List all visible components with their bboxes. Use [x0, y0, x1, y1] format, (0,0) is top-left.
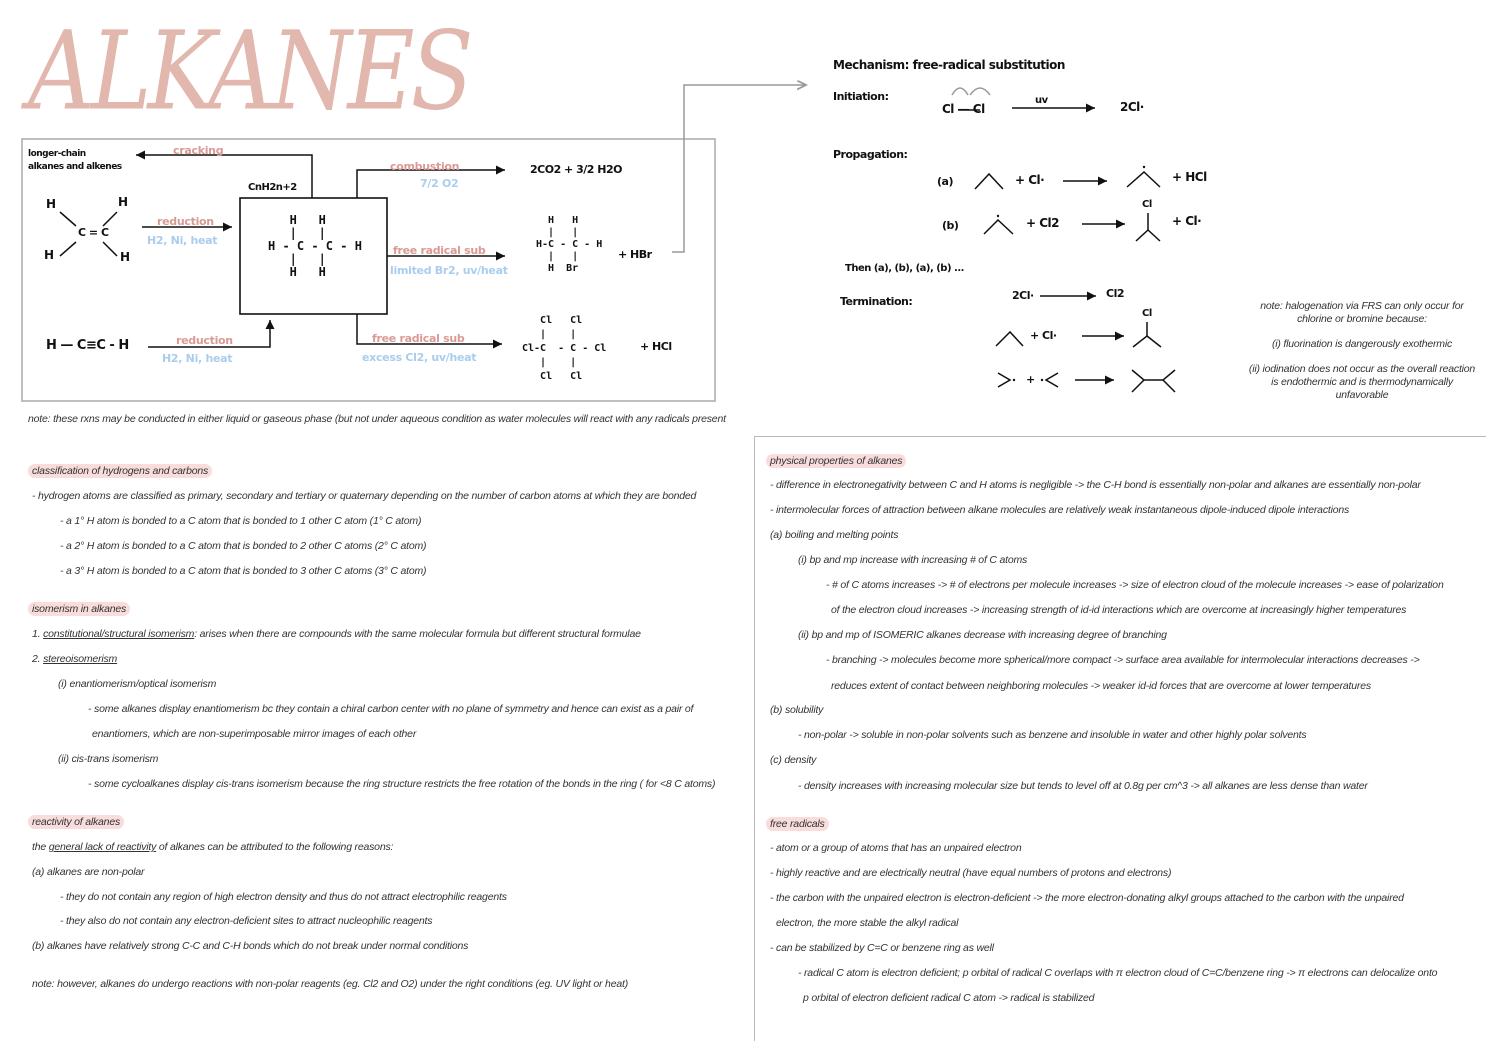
- physical-detail: reduces extent of contact between neighboring molecules -> weaker id-id forces that are overcome at lower temperatures: [831, 680, 1371, 692]
- physical-point: (i) bp and mp increase with increasing # of C atoms: [798, 554, 1028, 566]
- reactivity-note: note: however, alkanes do undergo reactions with non-polar reagents (eg. Cl2 and O2) under the right conditions (eg. UV light or heat): [32, 978, 628, 990]
- radicals-detail: p orbital of electron deficient radical C atom -> radical is stabilized: [803, 992, 1095, 1004]
- isomerism-heading: isomerism in alkanes: [28, 602, 130, 616]
- phase-note: note: these rxns may be conducted in either liquid or gaseous phase (but not under aqueous condition as water molecules will react with any radicals present: [28, 413, 726, 425]
- page-title: ALKANES: [28, 8, 470, 135]
- hbr-byproduct: + HBr: [618, 248, 652, 261]
- combustion-product: 2CO2 + 3/2 H2O: [530, 163, 622, 176]
- ethyne: H — C≡C - H: [46, 338, 129, 353]
- physical-detail: - non-polar -> soluble in non-polar solvents such as benzene and insoluble in water and other highly polar solvents: [798, 729, 1307, 741]
- reduction-label: reduction: [157, 215, 214, 228]
- bromoethane-structure: H H | | H-C - C - H | | H Br: [536, 215, 603, 274]
- initiation-reactant: Cl — Cl: [942, 102, 985, 116]
- radicals-line: electron, the more stable the alkyl radical: [776, 917, 959, 929]
- hexachloroethane-structure: Cl Cl | | Cl-C - C - Cl | | Cl Cl: [522, 315, 607, 382]
- longer-chain-label: longer-chain alkanes and alkenes: [28, 149, 122, 172]
- reduction-conditions: H2, Ni, heat: [147, 234, 218, 247]
- classification-heading: classification of hydrogens and carbons: [28, 464, 212, 478]
- isomerism-item-2: 2. stereoisomerism: [32, 653, 118, 665]
- prop-b-tag: (b): [942, 219, 959, 232]
- combustion-label: combustion: [390, 160, 460, 173]
- physical-line: - difference in electronegativity between C and H atoms is negligible -> the C-H bond is essentially non-polar and alkanes are essentially non-polar: [770, 479, 1421, 491]
- reactivity-intro: the general lack of reactivity of alkanes can be attributed to the following reasons:: [32, 841, 394, 853]
- classification-line: - a 3° H atom is bonded to a C atom that is bonded to 3 other C atoms (3° C atom): [60, 565, 427, 577]
- radicals-line: - atom or a group of atoms that has an unpaired electron: [770, 842, 1022, 854]
- prop-b-reagent: + Cl2: [1026, 216, 1060, 230]
- reactivity-detail: - they also do not contain any electron-deficient sites to attract nucleophilic reagents: [60, 915, 433, 927]
- frs-label: free radical sub: [393, 244, 486, 257]
- frs-conditions: excess Cl2, uv/heat: [362, 351, 477, 364]
- halogenation-note: note: halogenation via FRS can only occur for chlorine or bromine because: (i) fluorination is dangerously exothermic (ii) iodination does not occur as the overall reaction is endothermic and is thermodynamically unfavorable: [1248, 300, 1476, 401]
- initiation-label: Initiation:: [833, 90, 889, 103]
- hcl-byproduct: + HCl: [640, 340, 672, 353]
- ethene-h: H: [44, 248, 54, 262]
- isomerism-detail: - some cycloalkanes display cis-trans isomerism because the ring structure restricts the free rotation of the bonds in the ring ( for <8 C atoms): [88, 778, 716, 790]
- isomerism-sub: (ii) cis-trans isomerism: [58, 753, 159, 765]
- radicals-heading: free radicals: [766, 817, 829, 831]
- physical-line: - intermolecular forces of attraction between alkane molecules are relatively weak instantaneous dipole-induced dipole interactions: [770, 504, 1350, 516]
- physical-detail: - # of C atoms increases -> # of electrons per molecule increases -> size of electron cloud of the molecule increases -> ease of polarization: [826, 579, 1444, 591]
- radicals-line: - the carbon with the unpaired electron is electron-deficient -> the more electron-donating alkyl groups attached to the carbon with the unpaired: [770, 892, 1404, 904]
- reduction-label: reduction: [176, 334, 233, 347]
- classification-line: - hydrogen atoms are classified as primary, secondary and tertiary or quaternary depending on the number of carbon atoms at which they are bonded: [32, 490, 697, 502]
- prop-b-substituent: Cl: [1142, 199, 1152, 210]
- prop-a-byproduct: + HCl: [1172, 170, 1207, 184]
- physical-point: (ii) bp and mp of ISOMERIC alkanes decrease with increasing degree of branching: [798, 629, 1167, 641]
- ethene-h: H: [46, 197, 56, 211]
- radicals-line: - can be stabilized by C=C or benzene ring as well: [770, 942, 994, 954]
- termination-label: Termination:: [840, 295, 913, 308]
- frs-label: free radical sub: [372, 332, 465, 345]
- isomerism-sub: (i) enantiomerism/optical isomerism: [58, 678, 217, 690]
- classification-line: - a 2° H atom is bonded to a C atom that is bonded to 2 other C atoms (2° C atom): [60, 540, 427, 552]
- cracking-label: cracking: [173, 144, 224, 157]
- isomerism-detail: enantiomers, which are non-superimposable mirror images of each other: [92, 728, 417, 740]
- radicals-line: - highly reactive and are electrically neutral (have equal numbers of protons and electrons): [770, 867, 1172, 879]
- physical-heading: physical properties of alkanes: [766, 454, 906, 468]
- physical-detail: - density increases with increasing molecular size but tends to level off at 0.8g per cm^3 -> all alkanes are less dense than water: [798, 780, 1368, 792]
- reactivity-reason: (a) alkanes are non-polar: [32, 866, 145, 878]
- prop-a-reagent: + Cl·: [1015, 173, 1045, 187]
- term-2-reagent: + Cl·: [1030, 329, 1057, 342]
- ethane-structure: H H | | H - C - C - H | | H H: [268, 213, 362, 279]
- physical-subheading: (a) boiling and melting points: [770, 529, 899, 541]
- isomerism-item-1: 1. constitutional/structural isomerism: arises when there are compounds with the same molecular formula but different structural formulae: [32, 628, 641, 640]
- uv-condition: uv: [1035, 95, 1048, 106]
- ethene-h: H: [120, 250, 130, 264]
- physical-detail: - branching -> molecules become more spherical/more compact -> surface area available for intermolecular interactions decreases ->: [826, 654, 1420, 666]
- term-1-reactant: 2Cl·: [1012, 289, 1034, 302]
- ethene-h: H: [118, 195, 128, 209]
- physical-detail: of the electron cloud increases -> increasing strength of id-id interactions which are overcome at increasingly higher temperatures: [831, 604, 1407, 616]
- isomerism-detail: - some alkanes display enantiomerism bc they contain a chiral carbon center with no plane of symmetry and hence can exist as a pair of: [88, 703, 694, 715]
- mechanism-heading: Mechanism: free-radical substitution: [833, 58, 1065, 72]
- propagation-label: Propagation:: [833, 148, 908, 161]
- then-sequence: Then (a), (b), (a), (b) ...: [845, 263, 964, 274]
- general-formula: CnH2n+2: [248, 182, 297, 193]
- reactivity-reason: (b) alkanes have relatively strong C-C and C-H bonds which do not break under normal conditions: [32, 940, 469, 952]
- prop-a-tag: (a): [937, 175, 953, 188]
- term-1-product: Cl2: [1106, 287, 1124, 300]
- initiation-product: 2Cl·: [1120, 100, 1144, 114]
- frs-conditions: limited Br2, uv/heat: [390, 264, 508, 277]
- radicals-detail: - radical C atom is electron deficient; p orbital of radical C overlaps with π electron cloud of C=C/benzene ring -> π electrons can delocalize onto: [798, 967, 1438, 979]
- combustion-conditions: 7/2 O2: [420, 177, 459, 190]
- physical-subheading: (b) solubility: [770, 704, 824, 716]
- reactivity-heading: reactivity of alkanes: [28, 815, 124, 829]
- term-3-plus: +: [1026, 373, 1035, 386]
- classification-line: - a 1° H atom is bonded to a C atom that is bonded to 1 other C atom (1° C atom): [60, 515, 422, 527]
- term-2-substituent: Cl: [1142, 308, 1152, 319]
- prop-b-byproduct: + Cl·: [1172, 214, 1202, 228]
- physical-subheading: (c) density: [770, 754, 817, 766]
- reactivity-detail: - they do not contain any region of high electron density and thus do not attract electrophilic reagents: [60, 891, 507, 903]
- ethene-core: C = C: [78, 226, 109, 239]
- reduction-conditions: H2, Ni, heat: [162, 352, 233, 365]
